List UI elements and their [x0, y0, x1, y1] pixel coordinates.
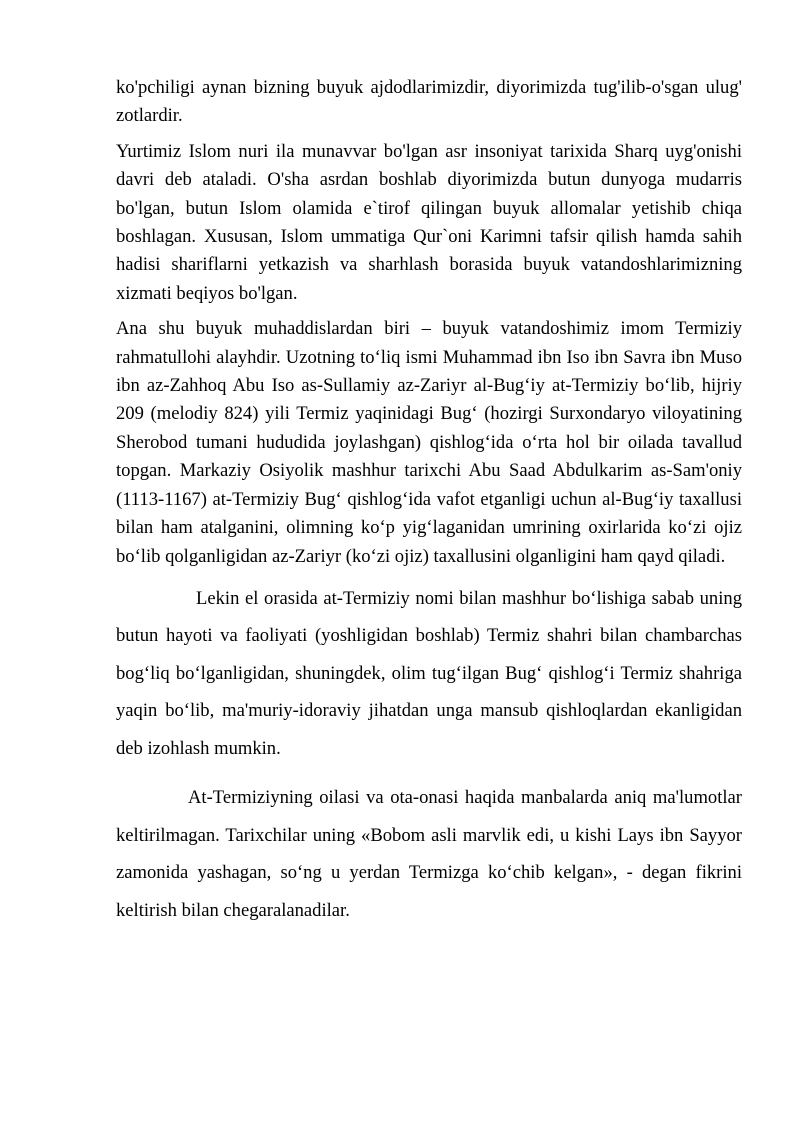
paragraph-1: ko'pchiligi aynan bizning buyuk ajdodlarimizdir, diyorimizda tug'ilib-o'sgan ulug' zotlardir. — [116, 77, 742, 127]
paragraph-2: Yurtimiz Islom nuri ila munavvar bo'lgan asr insoniyat tarixida Sharq uyg'onishi davri deb ataladi. O'sha asrdan boshlab diyorimizda butun dunyoga mudarris bo'lgan, butun Islom olamida e`tirof qilingan buyuk allomalar yetishib chiqa boshlagan. Xususan, Islom ummatiga Qur`oni Karimni tafsir qilish hamda sahih hadisi shariflarni yetkazish va sharhlash borasida buyuk vatandoshlarimizning xizmati beqiyos bo'lgan. — [116, 140, 742, 304]
paragraph-3: Ana shu buyuk muhaddislardan biri – buyuk vatandoshimiz imom Termiziy rahmatullohi alayhdir. Uzotning to‘liq ismi Muhammad ibn Iso ibn Savra ibn Muso ibn az-Zahhoq Abu Iso as-Sullamiy az-Zariyr al-Bug‘iy at-Termiziy bo‘lib, hijriy 209 (melodiy 824) yili Termiz yaqinidagi Bug‘ (hozirgi Surxondaryo viloyatining Sherobod tumani hududida joylashgan) qishlog‘ida o‘rta hol bir oilada tavallud topgan. Markaziy Osiyolik mashhur tarixchi Abu Saad Abdulkarim as-Sam'oniy (1113-1167) at-Termiziy Bug‘ qishlog‘ida vafot etganligi uchun al-Bug‘iy taxallusi bilan ham atalganini, olimning ko‘p yig‘laganidan umrining oxirlarida ko‘zi ojiz bo‘lib qolganligidan az-Zariyr (ko‘zi ojiz) taxallusini olganligini ham qayd qiladi. — [116, 318, 742, 567]
document-page — [116, 74, 742, 929]
paragraph-4: Lekin el orasida at-Termiziy nomi bilan mashhur bo‘lishiga sabab uning butun hayoti va faoliyati (yoshligidan boshlab) Termiz shahri bilan chambarchas bog‘liq bo‘lganligidan, shuningdek, olim tug‘ilgan Bug‘ qishlog‘i Termiz shahriga yaqin bo‘lib, ma'muriy-idoraviy jihatdan unga mansub qishloqlardan ekanligidan deb izohlash mumkin. — [116, 587, 742, 759]
paragraph-5: At-Termiziyning oilasi va ota-onasi haqida manbalarda aniq ma'lumotlar keltirilmagan. Tarixchilar uning «Bobom asli marvlik edi, u kishi Lays ibn Sayyor zamonida yashagan, so‘ng u yerdan Termizga ko‘chib kelgan», - degan fikrini keltirish bilan chegaralanadilar. — [116, 787, 742, 921]
